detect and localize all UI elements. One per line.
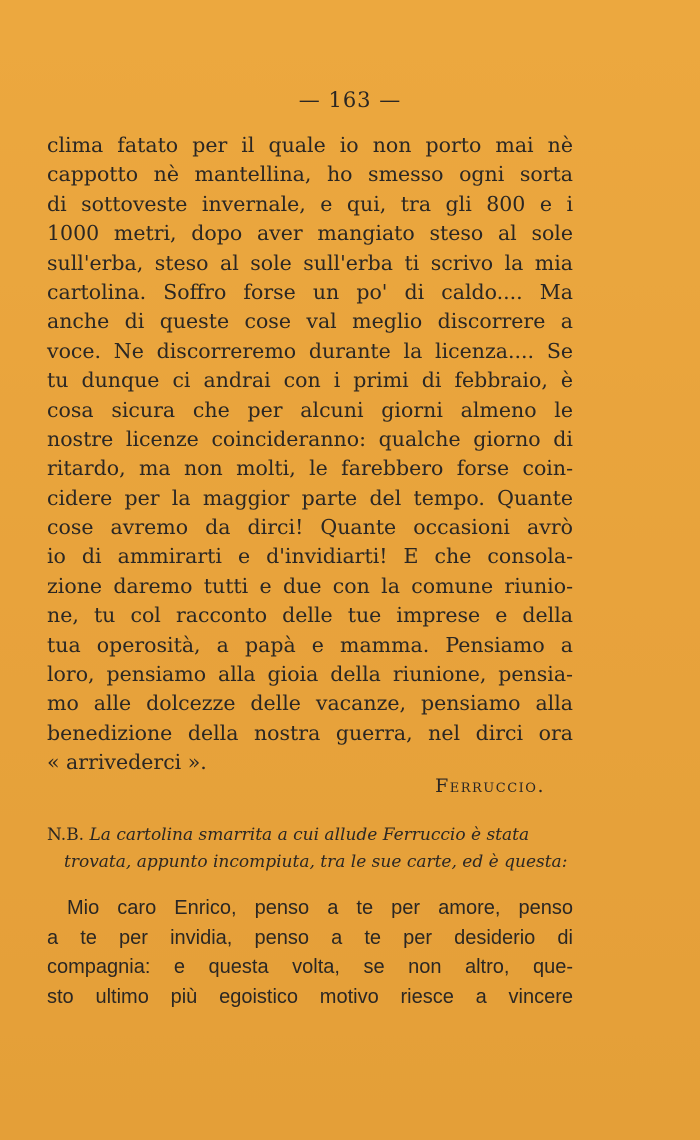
- letter-text: [47, 894, 573, 1012]
- body-line: « arrivederci ».: [47, 750, 207, 775]
- letter-line: Mio caro Enrico, penso a te per amore, penso: [67, 897, 573, 919]
- page-number: — 163 —: [298, 88, 402, 112]
- body-line: 1000 metri, dopo aver mangiato steso al sole: [47, 221, 573, 246]
- footnote-text: La cartolina smarrita a cui allude Ferruccio è stata: [89, 825, 530, 845]
- body-line: cidere per la maggior parte del tempo. Quante: [47, 485, 573, 510]
- footnote: [47, 822, 573, 876]
- body-line: ne, tu col racconto delle tue imprese e della: [47, 603, 573, 628]
- body-line: loro, pensiamo alla gioia della riunione, pensia-: [47, 662, 573, 687]
- body-line: sull'erba, steso al sole sull'erba ti scrivo la mia: [47, 250, 573, 275]
- body-line: mo alle dolcezze delle vacanze, pensiamo alla: [47, 691, 573, 716]
- body-line: voce. Ne discorreremo durante la licenza.... Se: [47, 338, 573, 363]
- letter-line: compagnia: e questa volta, se non altro, que-: [47, 956, 573, 978]
- body-line: benedizione della nostra guerra, nel dirci ora: [47, 720, 573, 745]
- body-line: cappotto nè mantellina, ho smesso ogni sorta: [47, 162, 573, 187]
- body-line: anche di queste cose val meglio discorrere a: [47, 309, 573, 334]
- footnote-line: [47, 822, 573, 849]
- footnote-abbreviation: N.B.: [47, 825, 85, 845]
- body-line: cosa sicura che per alcuni giorni almeno le: [47, 397, 573, 422]
- body-line: io di ammirarti e d'invidiarti! E che consola-: [47, 544, 573, 569]
- signature: Ferruccio.: [435, 775, 545, 797]
- body-line: cartolina. Soffro forse un po' di caldo.... Ma: [47, 279, 573, 304]
- body-line: cose avremo da dirci! Quante occasioni avrò: [47, 515, 573, 540]
- letter-line: sto ultimo più egoistico motivo riesce a vincere: [47, 985, 573, 1008]
- letter-line: a te per invidia, penso a te per desiderio di: [47, 926, 573, 949]
- body-line: zione daremo tutti e due con la comune riunio-: [47, 573, 573, 598]
- body-line: tua operosità, a papà e mamma. Pensiamo a: [47, 632, 573, 657]
- footnote-line: trovata, appunto incompiuta, tra le sue carte, ed è questa:: [64, 852, 568, 872]
- body-line: clima fatato per il quale io non porto mai nè: [47, 133, 573, 157]
- body-line: ritardo, ma non molti, le farebbero forse coin-: [47, 456, 573, 481]
- body-line: di sottoveste invernale, e qui, tra gli 800 e i: [47, 191, 573, 216]
- body-line: nostre licenze coincideranno: qualche giorno di: [47, 426, 573, 451]
- body-text: [47, 131, 573, 778]
- body-line: tu dunque ci andrai con i primi di febbraio, è: [47, 368, 573, 393]
